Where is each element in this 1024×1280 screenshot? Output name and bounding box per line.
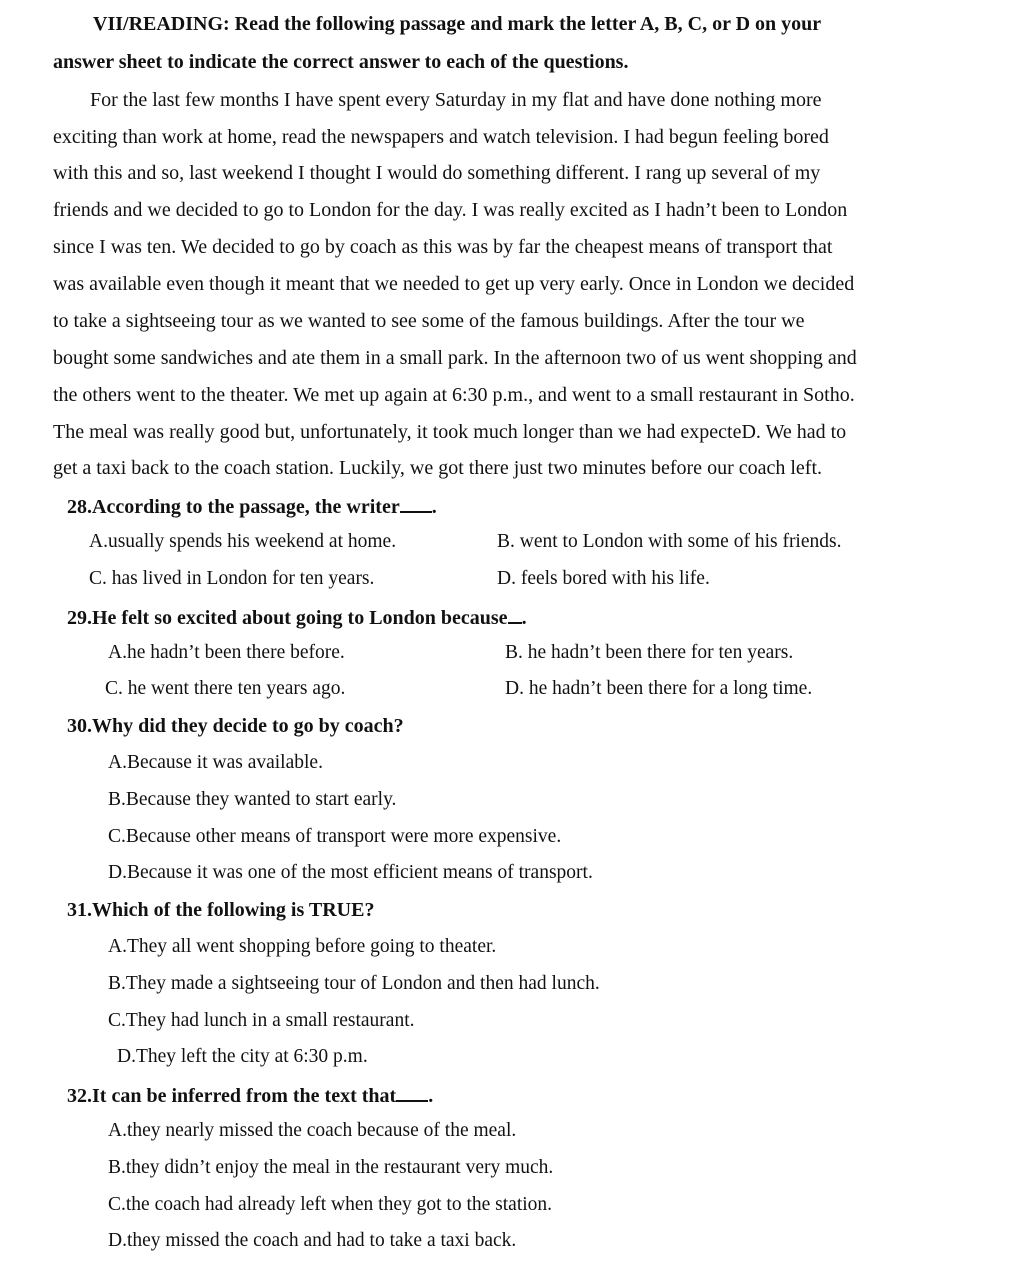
question-stem: 30.Why did they decide to go by coach? <box>67 715 404 737</box>
q28-option-c[interactable]: C. has lived in London for ten years. <box>89 568 375 589</box>
q29-option-a[interactable]: A.he hadn’t been there before. <box>108 642 345 663</box>
question-stem-end: . <box>428 1085 434 1107</box>
question-stem: 32.It can be inferred from the text that <box>67 1085 397 1107</box>
section-heading-line-1: VII/READING: Read the following passage and mark the letter A, B, C, or D on your <box>93 13 822 35</box>
q29-option-d[interactable]: D. he hadn’t been there for a long time. <box>505 678 813 699</box>
q28-option-a[interactable]: A.usually spends his weekend at home. <box>89 531 397 552</box>
section-heading-line-2: answer sheet to indicate the correct answer to each of the questions. <box>53 51 629 73</box>
passage-line: For the last few months I have spent every Saturday in my flat and have done nothing more <box>90 89 822 111</box>
q30-option-c[interactable]: C.Because other means of transport were more expensive. <box>108 826 562 847</box>
q28-option-d[interactable]: D. feels bored with his life. <box>497 568 710 589</box>
q30-option-b[interactable]: B.Because they wanted to start early. <box>108 789 397 810</box>
passage-line: with this and so, last weekend I thought I would do something different. I rang up several of my <box>53 162 821 184</box>
question-32 <box>67 1082 433 1108</box>
q32-option-c[interactable]: C.the coach had already left when they got to the station. <box>108 1194 553 1215</box>
q29-option-c[interactable]: C. he went there ten years ago. <box>105 678 346 699</box>
question-28 <box>67 493 437 519</box>
passage-line: to take a sightseeing tour as we wanted to see some of the famous buildings. After the tour we <box>53 310 805 332</box>
q29-option-b[interactable]: B. he hadn’t been there for ten years. <box>505 642 794 663</box>
question-stem-end: . <box>431 496 437 518</box>
q31-option-d[interactable]: D.They left the city at 6:30 p.m. <box>117 1046 368 1067</box>
q30-option-d[interactable]: D.Because it was one of the most efficient means of transport. <box>108 862 593 883</box>
q32-option-d[interactable]: D.they missed the coach and had to take a taxi back. <box>108 1230 517 1251</box>
passage-line: exciting than work at home, read the newspapers and watch television. I had begun feeling bored <box>53 126 829 148</box>
answer-blank <box>400 493 432 513</box>
q30-option-a[interactable]: A.Because it was available. <box>108 752 323 773</box>
question-31 <box>67 898 374 922</box>
q32-option-b[interactable]: B.they didn’t enjoy the meal in the restaurant very much. <box>108 1157 554 1178</box>
question-stem-end: . <box>521 607 527 629</box>
question-stem: 28.According to the passage, the writer <box>67 496 400 518</box>
passage-line: friends and we decided to go to London for the day. I was really excited as I hadn’t been to London <box>53 199 848 221</box>
answer-blank <box>396 1082 428 1102</box>
q31-option-c[interactable]: C.They had lunch in a small restaurant. <box>108 1010 415 1031</box>
q28-option-b[interactable]: B. went to London with some of his friends. <box>497 531 842 552</box>
passage-line: since I was ten. We decided to go by coach as this was by far the cheapest means of transport that <box>53 236 833 258</box>
passage-line: bought some sandwiches and ate them in a small park. In the afternoon two of us went shopping and <box>53 347 857 369</box>
passage-line: the others went to the theater. We met up again at 6:30 p.m., and went to a small restaurant in Sotho. <box>53 384 855 406</box>
q31-option-a[interactable]: A.They all went shopping before going to theater. <box>108 936 497 957</box>
question-30 <box>67 714 404 738</box>
q32-option-a[interactable]: A.they nearly missed the coach because of the meal. <box>108 1120 517 1141</box>
question-stem: 31.Which of the following is TRUE? <box>67 899 375 921</box>
passage-line: get a taxi back to the coach station. Luckily, we got there just two minutes before our coach left. <box>53 457 823 479</box>
q31-option-b[interactable]: B.They made a sightseeing tour of London and then had lunch. <box>108 973 600 994</box>
passage-line: was available even though it meant that we needed to get up very early. Once in London we decided <box>53 273 855 295</box>
question-stem: 29.He felt so excited about going to London because <box>67 607 508 629</box>
question-29 <box>67 604 527 630</box>
answer-blank <box>508 604 522 624</box>
passage-line: The meal was really good but, unfortunately, it took much longer than we had expecteD. We had to <box>53 421 847 443</box>
